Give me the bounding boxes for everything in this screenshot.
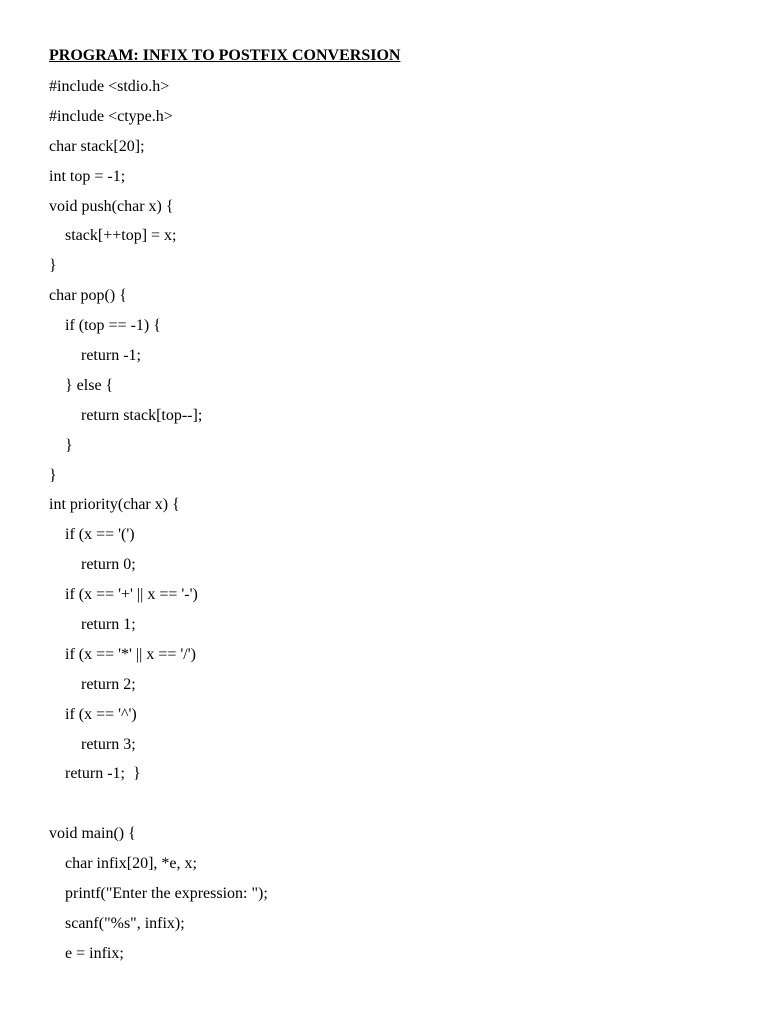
code-line: void push(char x) { [49,197,174,215]
code-line: if (x == '*' || x == '/') [49,645,196,663]
code-line: } [49,436,73,454]
code-line: return -1; } [49,765,141,783]
code-line: return 3; [49,735,136,753]
code-line: char infix[20], *e, x; [49,855,197,873]
code-line: return stack[top--]; [49,406,203,424]
code-line: return 0; [49,556,136,574]
code-line: return 2; [49,675,136,693]
code-line: if (top == -1) { [49,317,161,335]
code-line: if (x == '^') [49,705,137,723]
code-line: scanf("%s", infix); [49,914,185,932]
code-line: return 1; [49,616,136,634]
code-line: stack[++top] = x; [49,227,177,245]
code-line: e = infix; [49,944,124,962]
code-line: int top = -1; [49,167,126,185]
code-line: return -1; [49,347,141,365]
code-line: #include <stdio.h> [49,78,170,95]
code-line: void main() { [49,825,136,843]
code-line: } [49,466,57,484]
code-line: if (x == '+' || x == '-') [49,586,198,604]
code-line: #include <ctype.h> [49,107,173,125]
document-page [49,43,728,969]
code-line: int priority(char x) { [49,496,180,514]
code-line: } else { [49,376,114,394]
code-line: char stack[20]; [49,137,145,155]
code-line [49,789,728,819]
document-title: PROGRAM: INFIX TO POSTFIX CONVERSION [49,47,401,64]
code-line: printf("Enter the expression: "); [49,885,268,903]
code-listing [49,72,728,969]
code-line: } [49,257,57,275]
code-line: if (x == '(') [49,526,135,544]
code-line: char pop() { [49,287,127,305]
